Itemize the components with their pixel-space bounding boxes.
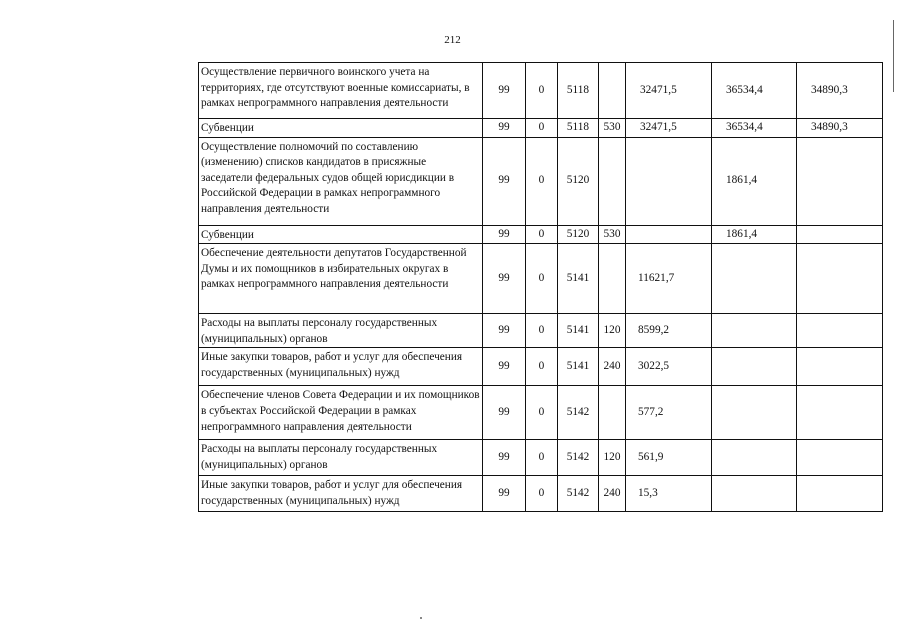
direction-code-cell: 5118 (558, 63, 599, 119)
program-code-cell: 99 (483, 119, 526, 138)
year1-amount-cell: 577,2 (626, 386, 712, 440)
program-code-cell: 99 (483, 348, 526, 386)
table-row (199, 137, 883, 225)
year2-amount-cell: 36534,4 (712, 63, 797, 119)
year1-amount-cell: 561,9 (626, 440, 712, 476)
year2-amount-cell (712, 476, 797, 512)
year1-amount-cell: 15,3 (626, 476, 712, 512)
table-row (199, 348, 883, 386)
year2-amount-cell (712, 386, 797, 440)
subprogram-code-cell: 0 (526, 386, 558, 440)
year2-amount-cell (712, 440, 797, 476)
year3-amount-cell: 34890,3 (797, 119, 883, 138)
row-name-cell: Расходы на выплаты персоналу государственных (муниципальных) органов (199, 314, 483, 348)
year3-amount-cell (797, 314, 883, 348)
program-code-cell: 99 (483, 386, 526, 440)
row-name-cell: Субвенции (199, 225, 483, 244)
year3-amount-cell (797, 476, 883, 512)
row-name-cell: Субвенции (199, 119, 483, 138)
subprogram-code-cell: 0 (526, 314, 558, 348)
year2-amount-cell (712, 348, 797, 386)
year1-amount-cell (626, 137, 712, 225)
year3-amount-cell (797, 244, 883, 314)
table-row (199, 63, 883, 119)
year3-amount-cell (797, 137, 883, 225)
subprogram-code-cell: 0 (526, 440, 558, 476)
program-code-cell: 99 (483, 314, 526, 348)
expense-type-cell (599, 386, 626, 440)
direction-code-cell: 5142 (558, 476, 599, 512)
program-code-cell: 99 (483, 63, 526, 119)
expense-type-cell (599, 137, 626, 225)
year2-amount-cell: 36534,4 (712, 119, 797, 138)
table-row (199, 244, 883, 314)
program-code-cell: 99 (483, 440, 526, 476)
table-row (199, 386, 883, 440)
page-number: 212 (444, 34, 461, 46)
row-name-cell: Осуществление первичного воинского учета на территориях, где отсутствуют военные комиссариаты, в рамках непрограммного направления деятельности (199, 63, 483, 119)
program-code-cell: 99 (483, 225, 526, 244)
year1-amount-cell: 32471,5 (626, 119, 712, 138)
direction-code-cell: 5141 (558, 348, 599, 386)
row-name-cell: Обеспечение деятельности депутатов Государственной Думы и их помощников в избирательных округах в рамках непрограммного направления деятельности (199, 244, 483, 314)
direction-code-cell: 5120 (558, 137, 599, 225)
scan-edge-line (893, 20, 894, 92)
year1-amount-cell: 32471,5 (626, 63, 712, 119)
year3-amount-cell: 34890,3 (797, 63, 883, 119)
table-row (199, 314, 883, 348)
table-row (199, 476, 883, 512)
row-name-cell: Иные закупки товаров, работ и услуг для обеспечения государственных (муниципальных) нужд (199, 348, 483, 386)
year3-amount-cell (797, 348, 883, 386)
row-name-cell: Обеспечение членов Совета Федерации и их помощников в субъектах Российской Федерации в рамках непрограммного направления деятельности (199, 386, 483, 440)
subprogram-code-cell: 0 (526, 348, 558, 386)
row-name-cell: Иные закупки товаров, работ и услуг для обеспечения государственных (муниципальных) нужд (199, 476, 483, 512)
expense-type-cell (599, 63, 626, 119)
expense-type-cell: 120 (599, 440, 626, 476)
program-code-cell: 99 (483, 137, 526, 225)
row-name-cell: Осуществление полномочий по составлению (изменению) списков кандидатов в присяжные заседатели федеральных судов общей юрисдикции в Российской Федерации в рамках непрограммного направления деятельности (199, 137, 483, 225)
subprogram-code-cell: 0 (526, 476, 558, 512)
year1-amount-cell: 8599,2 (626, 314, 712, 348)
year3-amount-cell (797, 440, 883, 476)
direction-code-cell: 5118 (558, 119, 599, 138)
year1-amount-cell: 3022,5 (626, 348, 712, 386)
year2-amount-cell: 1861,4 (712, 137, 797, 225)
subprogram-code-cell: 0 (526, 137, 558, 225)
year2-amount-cell (712, 244, 797, 314)
program-code-cell: 99 (483, 476, 526, 512)
direction-code-cell: 5120 (558, 225, 599, 244)
year1-amount-cell (626, 225, 712, 244)
table-row (199, 119, 883, 138)
program-code-cell: 99 (483, 244, 526, 314)
subprogram-code-cell: 0 (526, 119, 558, 138)
direction-code-cell: 5142 (558, 386, 599, 440)
direction-code-cell: 5141 (558, 244, 599, 314)
expense-type-cell: 530 (599, 225, 626, 244)
expense-type-cell: 240 (599, 348, 626, 386)
table-row (199, 440, 883, 476)
expense-type-cell: 120 (599, 314, 626, 348)
year1-amount-cell: 11621,7 (626, 244, 712, 314)
direction-code-cell: 5142 (558, 440, 599, 476)
direction-code-cell: 5141 (558, 314, 599, 348)
subprogram-code-cell: 0 (526, 244, 558, 314)
subprogram-code-cell: 0 (526, 63, 558, 119)
table-row (199, 225, 883, 244)
year3-amount-cell (797, 225, 883, 244)
expense-type-cell (599, 244, 626, 314)
budget-table (198, 62, 883, 512)
year2-amount-cell: 1861,4 (712, 225, 797, 244)
year3-amount-cell (797, 386, 883, 440)
year2-amount-cell (712, 314, 797, 348)
row-name-cell: Расходы на выплаты персоналу государственных (муниципальных) органов (199, 440, 483, 476)
expense-type-cell: 240 (599, 476, 626, 512)
scan-speck (420, 617, 422, 619)
subprogram-code-cell: 0 (526, 225, 558, 244)
expense-type-cell: 530 (599, 119, 626, 138)
